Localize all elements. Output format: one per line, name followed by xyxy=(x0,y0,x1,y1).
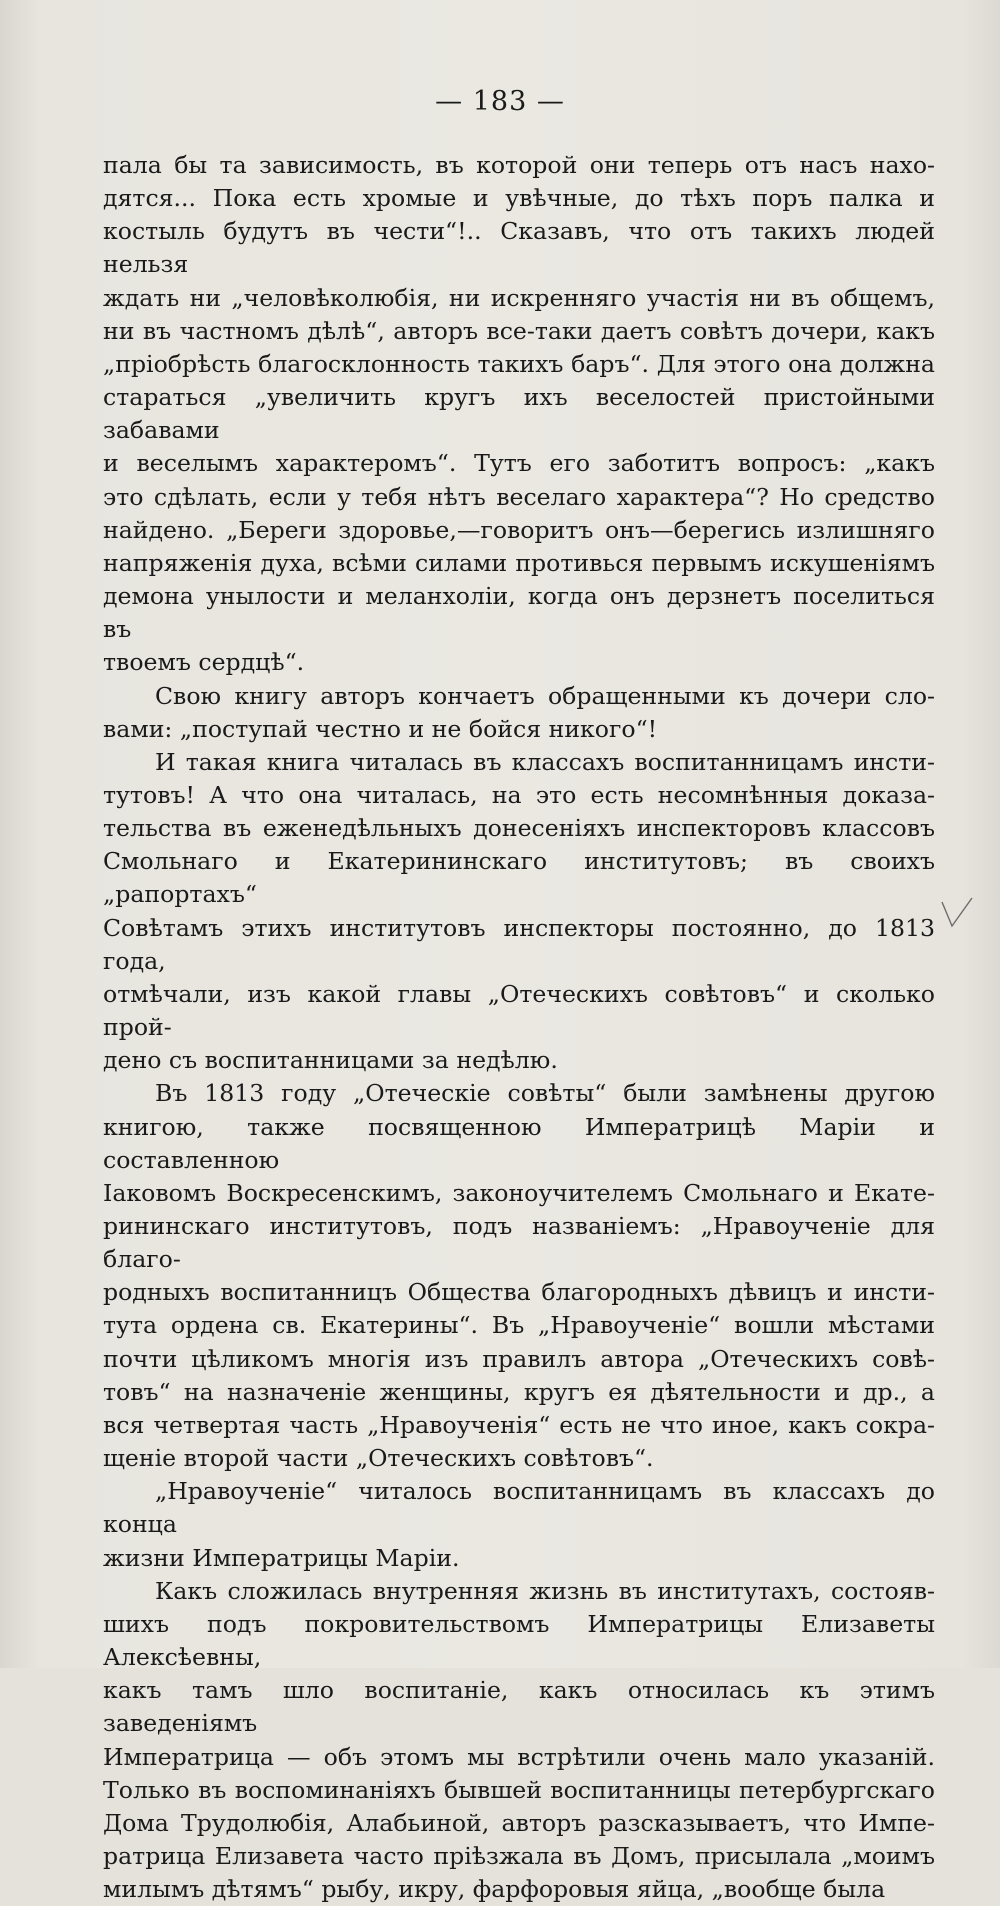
text-line: дено съ воспитанницами за недѣлю. xyxy=(103,1046,558,1075)
text-line: Императрица — объ этомъ мы встрѣтили очень мало указаній. xyxy=(103,1742,935,1771)
text-line: вами: „поступай честно и не бойся никого“! xyxy=(103,714,658,743)
paragraph xyxy=(103,1475,935,1574)
paragraph xyxy=(103,1077,935,1475)
text-line: тельства въ еженедѣльныхъ донесеніяхъ инспекторовъ классовъ xyxy=(103,814,935,843)
text-line: тута ордена св. Екатерины“. Въ „Нравоученіе“ вошли мѣстами xyxy=(103,1311,935,1340)
text-line: костыль будутъ въ чести“!.. Сказавъ, что отъ такихъ людей нельзя xyxy=(103,217,935,279)
text-line: Только въ воспоминаніяхъ бывшей воспитанницы петербургскаго xyxy=(103,1775,935,1804)
text-line: ратрица Елизавета часто пріѣзжала въ Домъ, присылала „моимъ xyxy=(103,1841,935,1870)
text-line: напряженія духа, всѣми силами противься первымъ искушеніямъ xyxy=(103,548,935,577)
text-line: И такая книга читалась въ классахъ воспитанницамъ инсти- xyxy=(155,747,935,776)
text-line: найдено. „Береги здоровье,—говоритъ онъ—берегись излишняго xyxy=(103,515,935,544)
page-number: — 183 — xyxy=(435,86,565,117)
text-line: твоемъ сердцѣ“. xyxy=(103,648,305,677)
paragraph xyxy=(103,1575,935,1906)
text-line: почти цѣликомъ многія изъ правилъ автора „Отеческихъ совѣ- xyxy=(103,1344,935,1373)
text-line: жизни Императрицы Маріи. xyxy=(103,1543,460,1572)
text-line: товъ“ на назначеніе женщины, кругъ ея дѣятельности и др., а xyxy=(103,1377,935,1406)
text-line: шихъ подъ покровительствомъ Императрицы Елизаветы Алексѣевны, xyxy=(103,1609,935,1672)
text-line: Совѣтамъ этихъ институтовъ инспекторы постоянно, до 1813 года, xyxy=(103,913,935,975)
paragraph xyxy=(103,149,935,680)
text-line: Свою книгу авторъ кончаетъ обращенными къ дочери сло- xyxy=(155,681,935,710)
text-line: дятся... Пока есть хромые и увѣчные, до тѣхъ поръ палка и xyxy=(103,184,935,213)
pencil-checkmark-icon xyxy=(938,896,978,936)
text-line: Какъ сложилась внутренняя жизнь въ институтахъ, состояв- xyxy=(155,1576,935,1605)
text-line: отмѣчали, изъ какой главы „Отеческихъ совѣтовъ“ и сколько прой- xyxy=(103,979,935,1042)
text-line: родныхъ воспитанницъ Общества благородныхъ дѣвицъ и инсти- xyxy=(103,1278,935,1307)
text-line: демона унылости и меланхоліи, когда онъ дерзнетъ поселиться въ xyxy=(103,582,935,644)
text-line: „пріобрѣсть благосклонность такихъ баръ“. Для этого она должна xyxy=(103,349,935,378)
text-line: ждать ни „человѣколюбія, ни искренняго участія ни въ общемъ, xyxy=(103,283,935,312)
text-line: тутовъ! А что она читалась, на это есть несомнѣнныя доказа- xyxy=(103,780,935,809)
text-line: и веселымъ характеромъ“. Тутъ его заботитъ вопросъ: „какъ xyxy=(103,449,935,478)
text-line: книгою, также посвященною Императрицѣ Маріи и составленною xyxy=(103,1112,935,1174)
text-line: это сдѣлать, если у тебя нѣтъ веселаго характера“? Но средство xyxy=(103,482,935,511)
text-line: Въ 1813 году „Отеческіе совѣты“ были замѣнены другою xyxy=(155,1079,935,1108)
text-line: Дома Трудолюбія, Алабьиной, авторъ разсказываетъ, что Импе- xyxy=(103,1808,935,1837)
text-line: Смольнаго и Екатерининскаго институтовъ; въ своихъ „рапортахъ“ xyxy=(103,847,935,909)
text-line: стараться „увеличить кругъ ихъ веселостей пристойными забавами xyxy=(103,383,935,445)
body-text xyxy=(103,149,935,1906)
paragraph xyxy=(103,746,935,1078)
text-line: милымъ дѣтямъ“ рыбу, икру, фарфоровыя яйца, „вообще была xyxy=(103,1875,886,1904)
paragraph xyxy=(103,680,935,746)
text-line: щеніе второй части „Отеческихъ совѣтовъ“. xyxy=(103,1444,654,1473)
text-line: пала бы та зависимость, въ которой они теперь отъ насъ нахо- xyxy=(103,151,935,179)
text-line: ни въ частномъ дѣлѣ“, авторъ все-таки даетъ совѣтъ дочери, какъ xyxy=(103,316,935,345)
text-line: „Нравоученіе“ читалось воспитанницамъ въ классахъ до конца xyxy=(103,1477,935,1539)
text-line: какъ тамъ шло воспитаніе, какъ относилась къ этимъ заведеніямъ xyxy=(103,1676,935,1738)
text-line: рининскаго институтовъ, подъ названіемъ: „Нравоученіе для благо- xyxy=(103,1212,935,1274)
text-line: вся четвертая часть „Нравоученія“ есть не что иное, какъ сокра- xyxy=(103,1410,935,1439)
text-line: Іаковомъ Воскресенскимъ, законоучителемъ Смольнаго и Екате- xyxy=(103,1178,935,1207)
